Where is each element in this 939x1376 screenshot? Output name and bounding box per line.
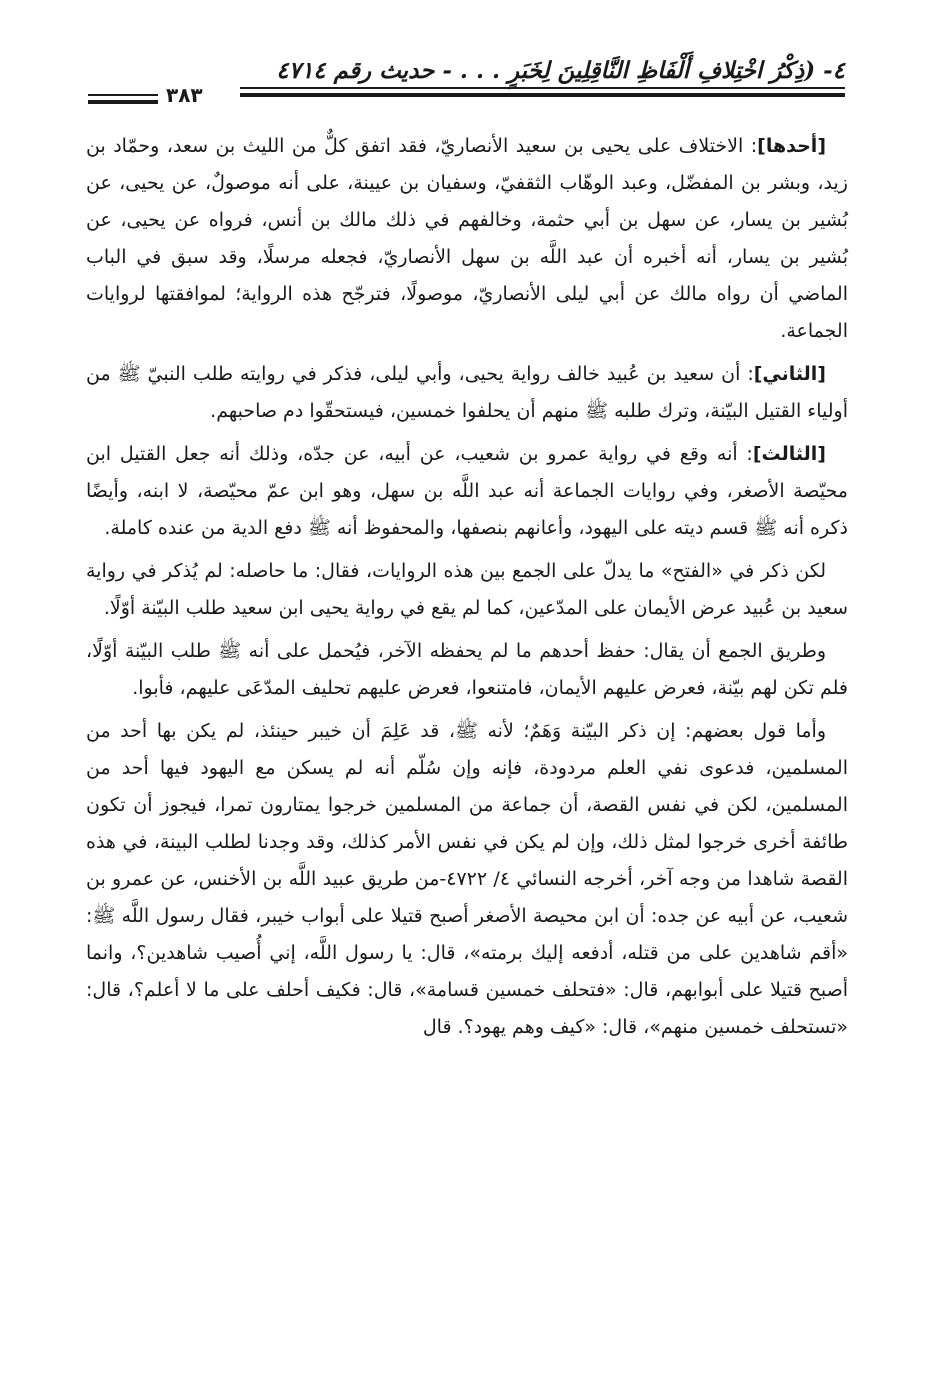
paragraph-lead: [الثالث] — [752, 443, 826, 465]
page-number-rule-thin — [88, 94, 158, 96]
chapter-title: ٤- (ذِكْرُ اخْتِلافِ أَلْفَاظِ النَّاقِلِينَ لِخَبَرٍ . . . - حديث رقم ٤٧١٤ — [276, 57, 845, 84]
paragraph-text: : أنه وقع في رواية عمرو بن شعيب، عن أبيه، عن جدّه، وذلك أنه جعل القتيل ابن محيّصة الأصغر، وفي روايات الجماعة أنه عبد اللَّه بن سهل، وهو ابن عمّ محيّصة، لا ابنه، وأيضًا ذكره أنه ﷺ قسم ديته على اليهود، وأعانهم بنصفها، والمحفوظ أنه ﷺ دفع الدية من عنده كاملة. — [86, 443, 848, 539]
paragraph-text: وطريق الجمع أن يقال: حفظ أحدهم ما لم يحفظه الآخر، فيُحمل على أنه ﷺ طلب البيّنة أوّلًا، فلم تكن لهم بيّنة، فعرض عليهم الأيمان، فامتنعوا، فعرض عليهم تحليف المدّعَى عليهم، فأبوا. — [86, 640, 848, 699]
paragraph-second — [86, 356, 848, 430]
paragraph-text: : أن سعيد بن عُبيد خالف رواية يحيى، وأبي ليلى، فذكر في روايته طلب النبيّ ﷺ من أولياء القتيل البيّنة، وترك طلبه ﷺ منهم أن يحلفوا خمسين، فيستحقّوا دم صاحبهم. — [86, 363, 848, 422]
page-number: ٣٨٣ — [166, 83, 203, 107]
page-number-rule-thick — [88, 100, 158, 104]
page-header — [88, 56, 845, 112]
paragraph-jam — [86, 633, 848, 707]
paragraph-lead: [الثاني] — [753, 363, 826, 385]
paragraph-final — [86, 713, 848, 1046]
page-body — [86, 128, 848, 1046]
header-rule-thin — [240, 87, 845, 89]
paragraph-text: لكن ذكر في «الفتح» ما يدلّ على الجمع بين هذه الروايات، فقال: ما حاصله: لم يُذكر في رواية سعيد بن عُبيد عرض الأيمان على المدّعين، كما لم يقع في رواية يحيى ابن سعيد طلب البيّنة أوّلًا. — [86, 560, 848, 619]
paragraph-lead: [أحدها] — [757, 135, 826, 157]
paragraph-third — [86, 436, 848, 547]
paragraph-text: وأما قول بعضهم: إن ذكر البيّنة وَهَمٌ؛ لأنه ﷺ، قد عَلِمَ أن خيبر حينئذ، لم يكن بها أحد من المسلمين، فدعوى نفي العلم مردودة، فإنه وإن سُلّم أنه لم يسكن مع اليهود فيها أحد من المسلمين، لكن في نفس القصة، أن جماعة من المسلمين خرجوا يمتارون تمرا، فيجوز أن تكون طائفة أخرى خرجوا لمثل ذلك، وإن لم يكن في نفس الأمر كذلك، وقد وجدنا لطلب البينة، في هذه القصة شاهدا من وجه آخر، أخرجه النسائي ٤/ ٤٧٢٢-من طريق عبيد اللَّه بن الأخنس، عن عمرو بن شعيب، عن أبيه عن جده: أن ابن محيصة الأصغر أصبح قتيلا على أبواب خيبر، فقال رسول اللَّه ﷺ: «أقم شاهدين على من قتله، أدفعه إليك برمته»، قال: يا رسول اللَّه، إني أُصيب شاهدين؟، وانما أصبح قتيلا على أبوابهم، قال: «فتحلف خمسين قسامة»، قال: فكيف أحلف على ما لا أعلم؟، قال: «تستحلف خمسين منهم»، قال: «كيف وهم يهود؟. قال — [86, 720, 849, 1038]
header-rule-thick — [240, 93, 845, 97]
paragraph-fath — [86, 553, 848, 627]
paragraph-text: : الاختلاف على يحيى بن سعيد الأنصاريّ، فقد اتفق كلٌّ من الليث بن سعد، وحمّاد بن زيد، وبشر بن المفضّل، وعبد الوهّاب الثقفيّ، وسفيان بن عيينة، على أنه موصولٌ، عن يحيى، عن بُشير بن يسار، عن سهل بن أبي حثمة، وخالفهم في ذلك مالك بن أنس، فرواه عن يحيى، عن بُشير بن يسار، أنه أخبره أن عبد اللَّه بن سهل الأنصاريّ، فجعله مرسلًا، وقد سبق في الباب الماضي أن رواه مالك عن أبي ليلى الأنصاريّ، موصولًا، فترجّح هذه الرواية؛ لموافقتها لروايات الجماعة. — [86, 135, 848, 342]
paragraph-first — [86, 128, 848, 350]
